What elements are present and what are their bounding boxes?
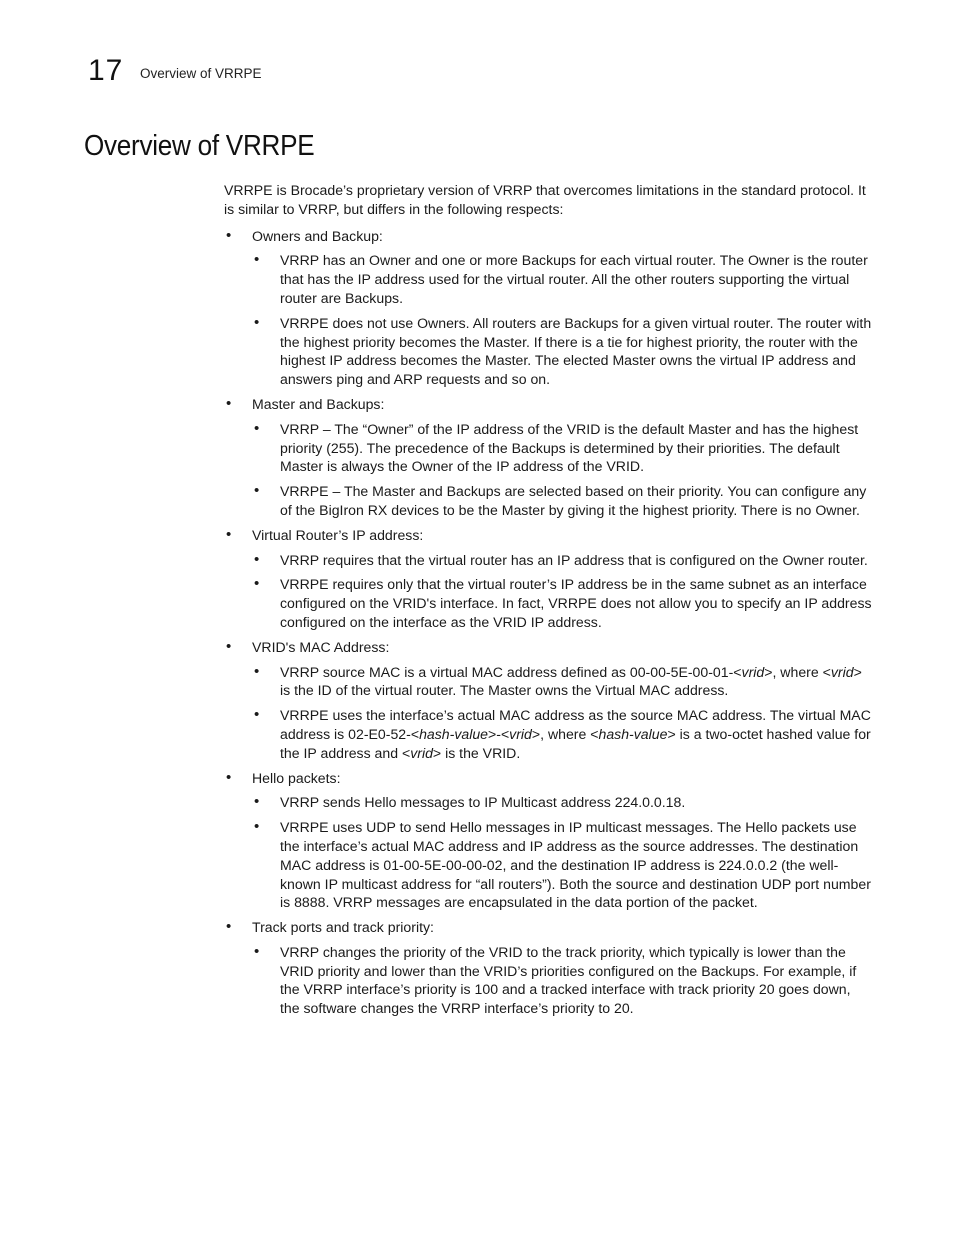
- bullet-icon: •: [254, 550, 260, 568]
- list-item: [224, 638, 872, 763]
- sub-list-item-text: [280, 707, 871, 761]
- body-content: [224, 181, 872, 1024]
- page-title: Overview of VRRPE: [84, 130, 315, 162]
- sub-list-item-text: VRRPE requires only that the virtual router’s IP address be in the same subnet as an interface configured on the VRID's interface. In fact, VRRPE does not allow you to specify an IP address configured on the interface as the VRID IP address.: [280, 576, 872, 630]
- list-item: [224, 395, 872, 520]
- sub-list-item-text: VRRP – The “Owner” of the IP address of the VRID is the default Master and has the highest priority (255). The precedence of the Backups is determined by their priorities. The default Master is always the Owner of the IP address of the VRID.: [280, 420, 859, 475]
- sub-list-item-text: VRRPE uses UDP to send Hello messages in IP multicast messages. The Hello packets use the interface’s actual MAC address and IP address as the source addresses. The destination MAC address is 01-00-5E-00-00-02, and the destination IP address is 224.0.0.2 (the well-known IP multicast address for “all routers”). Both the source and destination UDP port number is 8888. VRRP messages are encapsulated in the data portion of the packet.: [280, 819, 871, 911]
- bullet-icon: •: [226, 637, 232, 655]
- italic-placeholder: vrid: [741, 663, 765, 680]
- text-run: >, where <: [764, 663, 831, 680]
- sub-list: [252, 943, 872, 1018]
- italic-placeholder: hash-value: [419, 725, 489, 742]
- list-item: [224, 526, 872, 632]
- list-item: [224, 227, 872, 389]
- sub-list: [252, 551, 872, 632]
- bullet-icon: •: [254, 482, 260, 500]
- sub-list-item: [252, 818, 872, 912]
- text-run: VRRP source MAC is a virtual MAC address defined as 00-00-5E-00-01-<: [280, 663, 742, 680]
- text-run: > is a two-octet hashed value for the IP address and <: [280, 725, 871, 761]
- sub-list-item-text: VRRP sends Hello messages to IP Multicast address 224.0.0.18.: [280, 794, 686, 811]
- sub-list-item-text: VRRP changes the priority of the VRID to the track priority, which typically is lower than the VRID priority and lower than the VRID’s priorities configured on the Backups. For example, if the VRRP interface’s priority is 100 and a tracked interface with track priority 20 goes down, the software changes the VRRP interface’s priority to 20.: [280, 943, 857, 1017]
- sub-list-item-text: VRRPE – The Master and Backups are selected based on their priority. You can configure any of the BigIron RX devices to be the Master by giving it the highest priority. There is no Owner.: [280, 483, 867, 518]
- list-item: [224, 769, 872, 913]
- list-item-label: Virtual Router’s IP address:: [252, 526, 424, 543]
- sub-list-item: [252, 314, 872, 389]
- sub-list-item: [252, 482, 872, 520]
- bullet-icon: •: [254, 793, 260, 811]
- sub-list-item: [252, 420, 872, 476]
- sub-list-item: [252, 663, 872, 701]
- bullet-icon: •: [254, 575, 260, 593]
- list-item-label: Track ports and track priority:: [252, 919, 434, 936]
- bullet-icon: •: [226, 768, 232, 786]
- sub-list-item-text: VRRPE does not use Owners. All routers are Backups for a given virtual router. The router with the highest priority becomes the Master. If there is a tie for highest priority, the router with the highest IP address becomes the Master. The elected Master owns the virtual IP address and answers ping and ARP requests and so on.: [280, 314, 872, 388]
- sub-list: [252, 793, 872, 912]
- sub-list-item-text: [280, 664, 862, 699]
- text-run: >-<: [488, 725, 510, 742]
- sub-list: [252, 251, 872, 389]
- bullet-icon: •: [226, 226, 232, 244]
- chapter-number: 17: [88, 54, 124, 87]
- sub-list-item-text: VRRP requires that the virtual router has an IP address that is configured on the Owner router.: [280, 551, 868, 568]
- sub-list-item: [252, 551, 872, 570]
- list-item-label: Owners and Backup:: [252, 227, 383, 244]
- bullet-icon: •: [254, 251, 260, 269]
- sub-list-item: [252, 706, 872, 762]
- text-run: >, where <: [531, 725, 599, 742]
- italic-placeholder: vrid: [509, 725, 532, 742]
- bullet-icon: •: [226, 918, 232, 936]
- bullet-icon: •: [254, 818, 260, 836]
- list-item-label: VRID's MAC Address:: [252, 638, 390, 655]
- intro-paragraph: VRRPE is Brocade’s proprietary version of VRRP that overcomes limitations in the standard protocol. It is similar to VRRP, but differs in the following respects:: [224, 182, 866, 217]
- bullet-icon: •: [226, 525, 232, 543]
- list-item-label: Hello packets:: [252, 769, 341, 786]
- bullet-icon: •: [254, 313, 260, 331]
- sub-list-item: [252, 251, 872, 307]
- sub-list: [252, 663, 872, 763]
- sub-list: [252, 420, 872, 520]
- list-item-label: Master and Backups:: [252, 395, 385, 412]
- bullet-icon: •: [254, 706, 260, 724]
- sub-list-item: [252, 793, 872, 812]
- italic-placeholder: vrid: [830, 663, 854, 680]
- bullet-icon: •: [254, 662, 260, 680]
- italic-placeholder: hash-value: [598, 725, 668, 742]
- bullet-icon: •: [226, 394, 232, 412]
- sub-list-item: [252, 943, 872, 1018]
- bullet-icon: •: [254, 419, 260, 437]
- text-run: > is the VRID.: [432, 744, 521, 761]
- text-run: VRRPE uses the interface’s actual MAC address as the source MAC address. The virtual MAC address is 02-E0-52-<: [280, 707, 871, 742]
- bullet-icon: •: [254, 942, 260, 960]
- sub-list-item-text: VRRP has an Owner and one or more Backups for each virtual router. The Owner is the router that has the IP address used for the virtual router. All the other routers supporting the virtual router are Backups.: [280, 252, 868, 306]
- italic-placeholder: vrid: [410, 744, 433, 761]
- text-run: > is the ID of the virtual router. The Master owns the Virtual MAC address.: [280, 663, 862, 699]
- comparison-list: [224, 227, 872, 1018]
- list-item: [224, 918, 872, 1018]
- sub-list-item: [252, 575, 872, 631]
- running-header-title: Overview of VRRPE: [140, 66, 262, 81]
